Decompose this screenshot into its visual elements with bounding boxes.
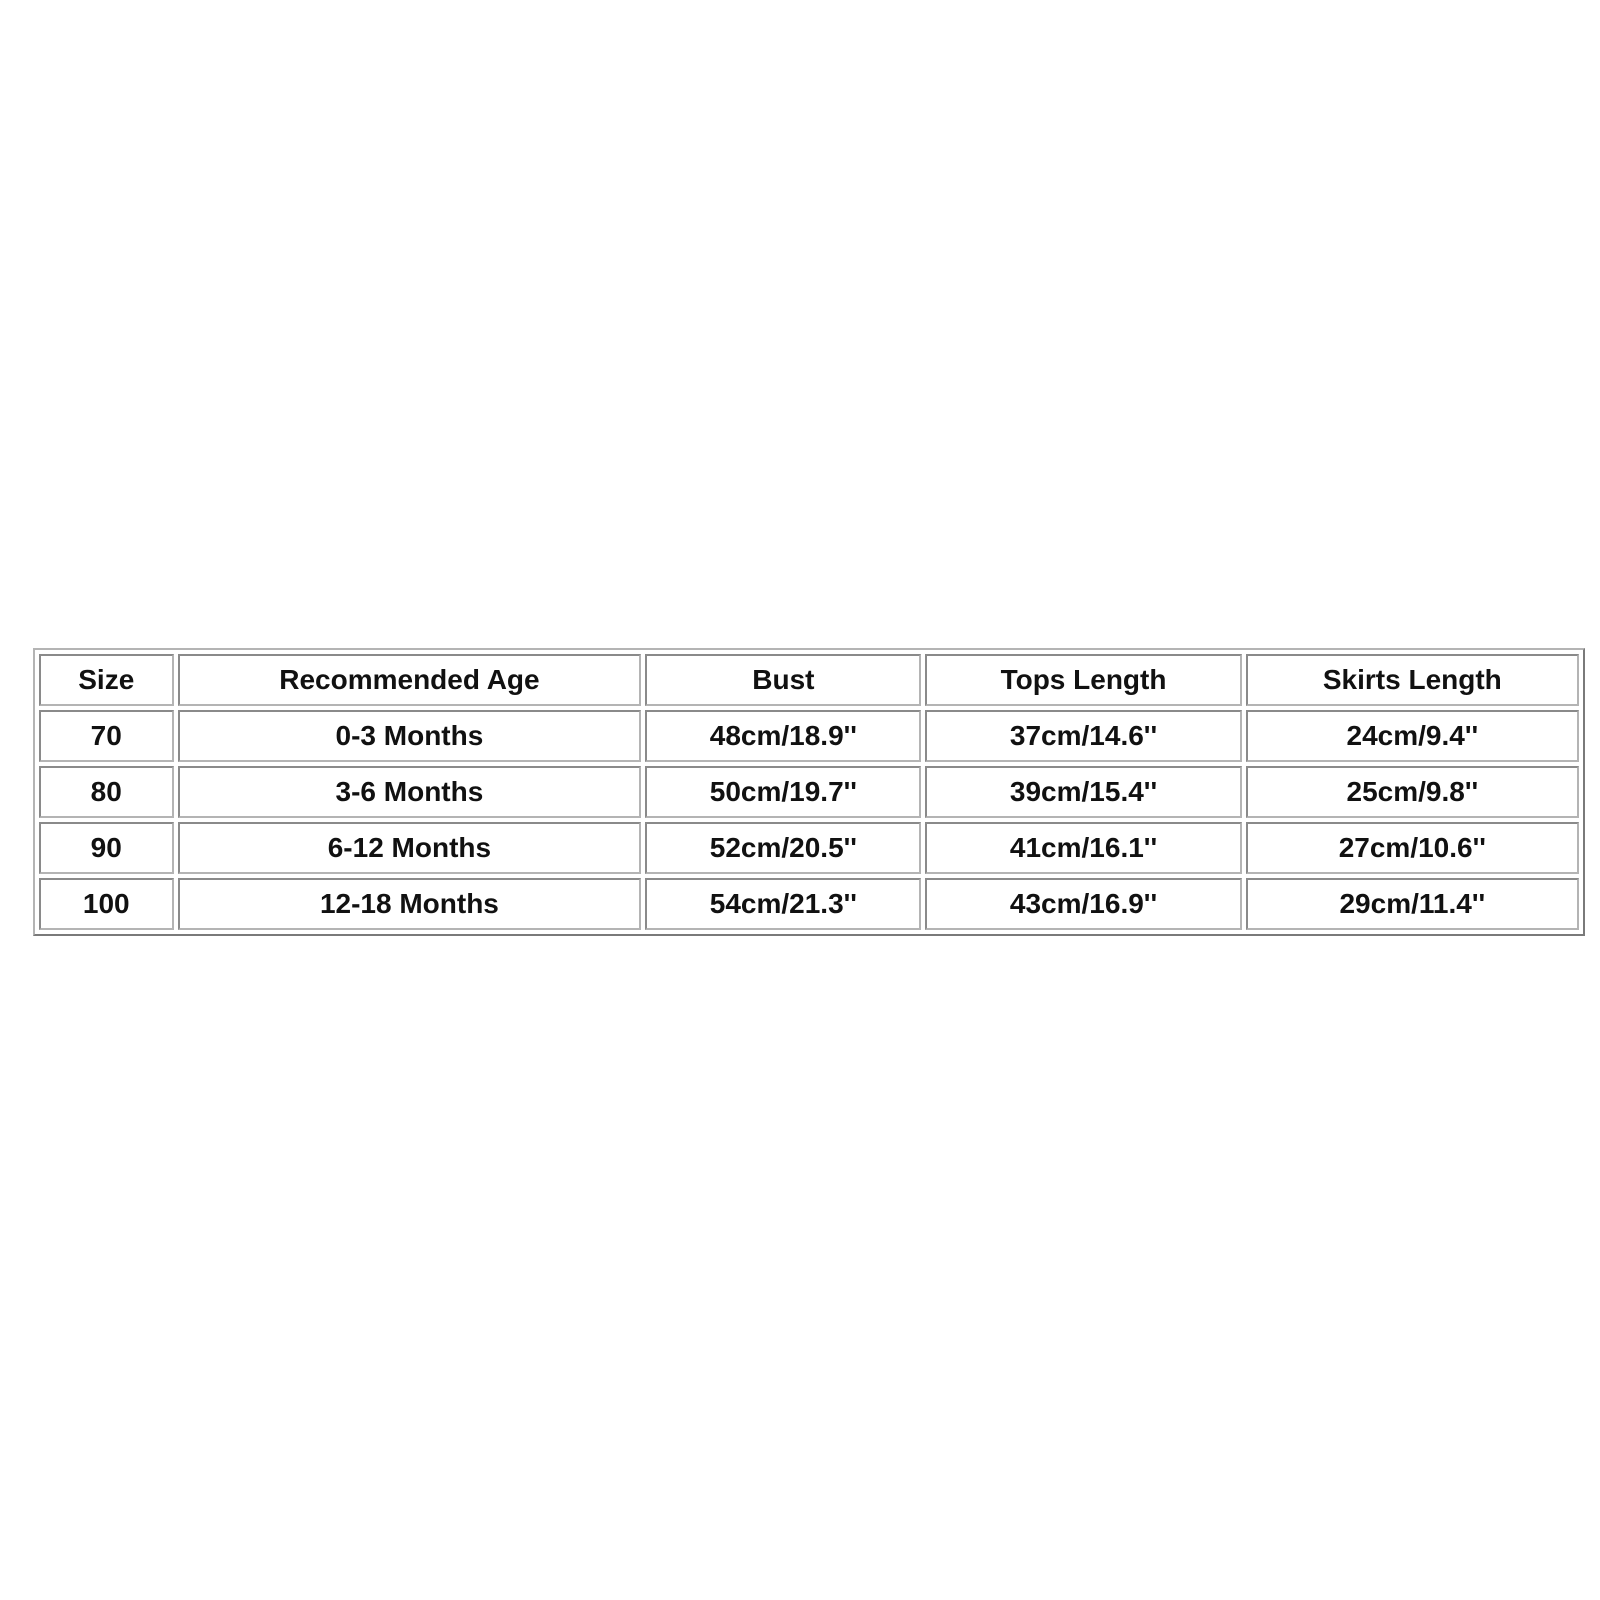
cell-tops-length: 41cm/16.1'' xyxy=(925,822,1241,874)
cell-tops-length: 37cm/14.6'' xyxy=(925,710,1241,762)
cell-size: 90 xyxy=(39,822,174,874)
cell-bust: 48cm/18.9'' xyxy=(645,710,921,762)
cell-skirts-length: 29cm/11.4'' xyxy=(1246,878,1579,930)
cell-skirts-length: 25cm/9.8'' xyxy=(1246,766,1579,818)
header-row xyxy=(39,654,1579,706)
cell-size: 70 xyxy=(39,710,174,762)
cell-bust: 54cm/21.3'' xyxy=(645,878,921,930)
cell-skirts-length: 27cm/10.6'' xyxy=(1246,822,1579,874)
header-skirts-length: Skirts Length xyxy=(1246,654,1579,706)
cell-recommended-age: 12-18 Months xyxy=(178,878,642,930)
table-row xyxy=(39,822,1579,874)
header-bust: Bust xyxy=(645,654,921,706)
table-row xyxy=(39,878,1579,930)
header-recommended-age: Recommended Age xyxy=(178,654,642,706)
cell-skirts-length: 24cm/9.4'' xyxy=(1246,710,1579,762)
cell-recommended-age: 6-12 Months xyxy=(178,822,642,874)
cell-size: 100 xyxy=(39,878,174,930)
cell-recommended-age: 3-6 Months xyxy=(178,766,642,818)
header-size: Size xyxy=(39,654,174,706)
table-row xyxy=(39,710,1579,762)
cell-tops-length: 39cm/15.4'' xyxy=(925,766,1241,818)
table-row xyxy=(39,766,1579,818)
size-chart-table xyxy=(33,648,1585,936)
cell-size: 80 xyxy=(39,766,174,818)
cell-bust: 50cm/19.7'' xyxy=(645,766,921,818)
cell-bust: 52cm/20.5'' xyxy=(645,822,921,874)
cell-recommended-age: 0-3 Months xyxy=(178,710,642,762)
header-tops-length: Tops Length xyxy=(925,654,1241,706)
cell-tops-length: 43cm/16.9'' xyxy=(925,878,1241,930)
